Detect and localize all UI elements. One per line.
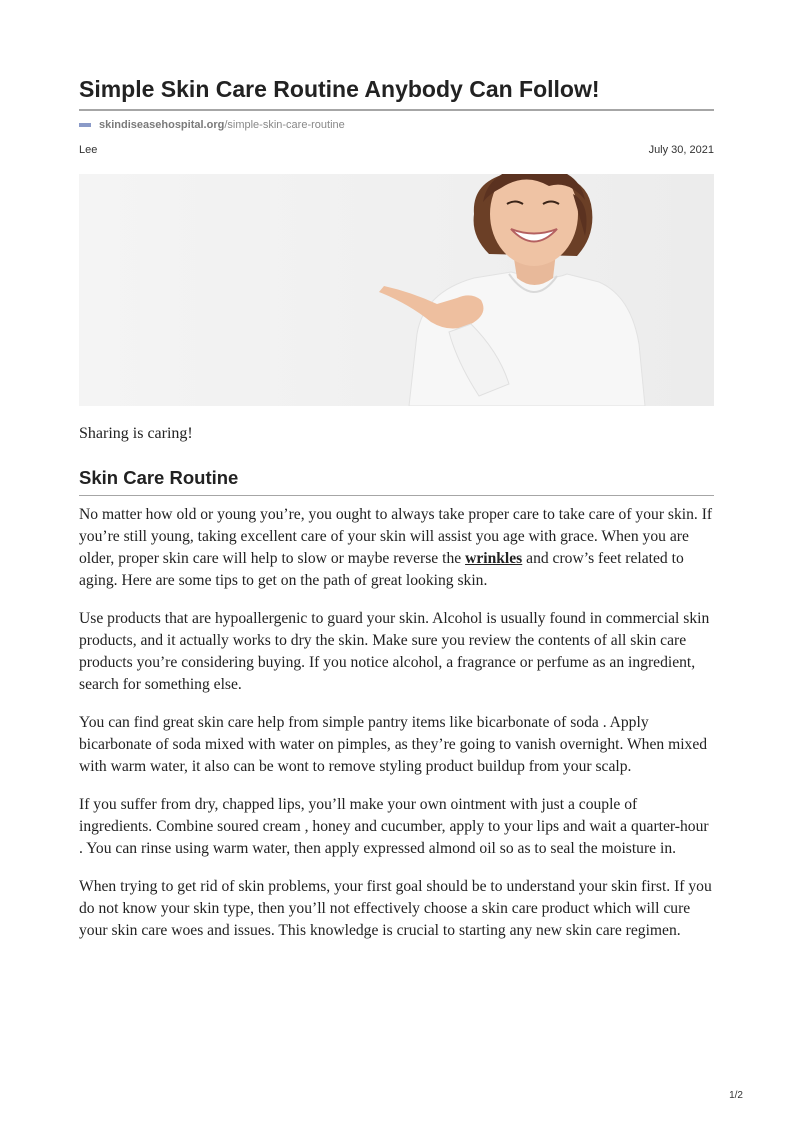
source-link[interactable] — [79, 118, 345, 132]
author-name: Lee — [79, 144, 98, 156]
article-body — [79, 504, 714, 958]
paragraph-1-start: No matter how old or young you’re, you ought to always take proper care to take care of your skin. If you’re still young, taking excellent care of your skin will assist you age with grace. When you are older, proper skin care will help to slow or maybe reverse the — [79, 506, 713, 567]
wrinkles-link[interactable]: wrinkles — [465, 550, 523, 567]
section-divider — [79, 495, 714, 496]
article-meta — [79, 144, 714, 158]
section-heading: Skin Care Routine — [79, 467, 239, 488]
smiling-woman-pointing-illustration — [79, 174, 714, 406]
paragraph-1-end: and crow’s feet related to aging. Here are some tips to get on the path of great looking skin. — [79, 550, 684, 589]
paragraph-3: You can find great skin care help from simple pantry items like bicarbonate of soda . Apply bicarbonate of soda mixed with water on pimples, as they’re going to vanish overnight. When mixed with warm water, it also can be wont to remove styling product buildup from your scalp. — [79, 714, 708, 775]
paragraph-5: When trying to get rid of skin problems, your first goal should be to understand your skin first. If you do not know your skin type, then you’ll not effectively choose a skin care product which will cure your skin care woes and issues. This knowledge is crucial to starting any new skin care regimen. — [79, 878, 712, 939]
publish-date: July 30, 2021 — [648, 144, 714, 156]
source-path: /simple-skin-care-routine — [224, 119, 345, 131]
paragraph-1 — [79, 504, 714, 592]
paragraph-4: If you suffer from dry, chapped lips, you’ll make your own ointment with just a couple of ingredients. Combine soured cream , honey and cucumber, apply to your lips and wait a quarter-hour . You can rinse using warm water, then apply expressed almond oil so as to seal the moisture in. — [79, 796, 709, 857]
hero-image — [79, 174, 714, 406]
source-domain: skindiseasehospital.org — [99, 119, 225, 131]
article-title: Simple Skin Care Routine Anybody Can Follow! — [79, 76, 600, 102]
paragraph-2: Use products that are hypoallergenic to guard your skin. Alcohol is usually found in commercial skin products, and it actually works to dry the skin. Make sure you review the contents of all skin care products you’re considering buying. If you notice alcohol, a fragrance or perfume as an ingredient, search for something else. — [79, 610, 710, 693]
link-icon — [79, 123, 91, 127]
share-text: Sharing is caring! — [79, 425, 193, 442]
page-number: 1/2 — [729, 1090, 743, 1101]
title-divider — [79, 109, 714, 111]
